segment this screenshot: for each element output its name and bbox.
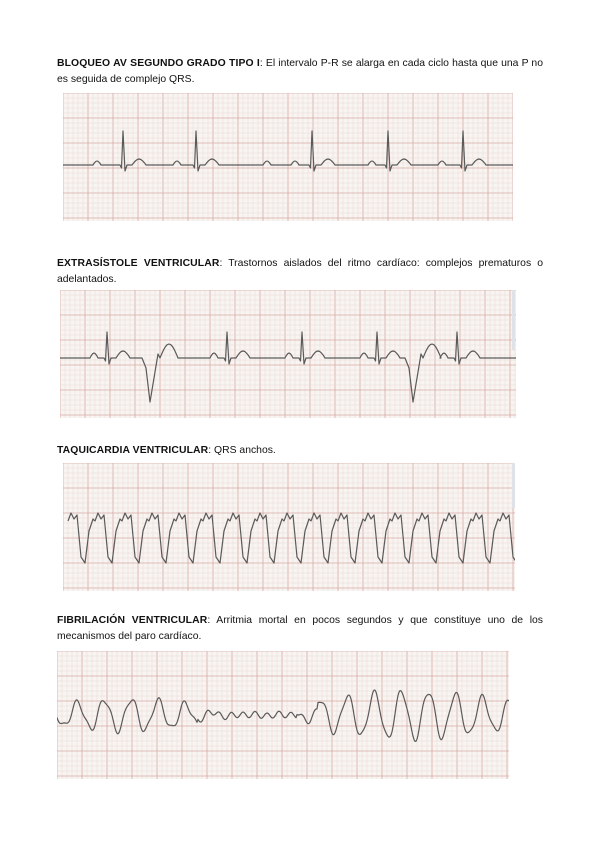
- section-av-block: [57, 56, 543, 88]
- caption-title: FIBRILACIÓN VENTRICULAR: [57, 615, 208, 626]
- ecg-grid: [63, 463, 515, 591]
- ecg-svg-pvc: [60, 290, 516, 418]
- caption-title: BLOQUEO AV SEGUNDO GRADO TIPO I: [57, 58, 260, 69]
- ecg-trace-vf: [57, 690, 509, 741]
- caption-av-block: [57, 56, 543, 88]
- strip-edge-shadow: [512, 290, 515, 350]
- caption-text: : QRS anchos.: [208, 445, 276, 456]
- caption-pvc: [57, 256, 543, 288]
- caption-title: EXTRASÍSTOLE VENTRICULAR: [57, 258, 220, 269]
- ecg-strip-av-block: [63, 93, 513, 221]
- ecg-strip-vf: [57, 651, 509, 779]
- ecg-trace-pvc: [60, 332, 516, 402]
- section-vt: [57, 443, 543, 459]
- section-vf: [57, 613, 543, 645]
- ecg-svg-av-block: [63, 93, 513, 221]
- caption-text: : Arritmia mortal en pocos segundos y que constituye uno de los mecanismos del paro cardíaco.: [57, 615, 543, 642]
- section-pvc: [57, 256, 543, 288]
- caption-vf: [57, 613, 543, 645]
- strip-edge-shadow: [512, 463, 515, 508]
- caption-text: : Trastornos aislados del ritmo cardíaco: complejos prematuros o adelantados.: [57, 258, 544, 285]
- ecg-strip-pvc: [60, 290, 516, 418]
- caption-vt: [57, 443, 543, 459]
- ecg-strip-vt: [63, 463, 515, 591]
- caption-title: TAQUICARDIA VENTRICULAR: [57, 445, 209, 456]
- ecg-grid: [63, 93, 513, 221]
- caption-text: : El intervalo P-R se alarga en cada ciclo hasta que una P no es seguida de complejo QRS.: [57, 58, 543, 85]
- ecg-svg-vf: [57, 651, 509, 779]
- ecg-svg-vt: [63, 463, 515, 591]
